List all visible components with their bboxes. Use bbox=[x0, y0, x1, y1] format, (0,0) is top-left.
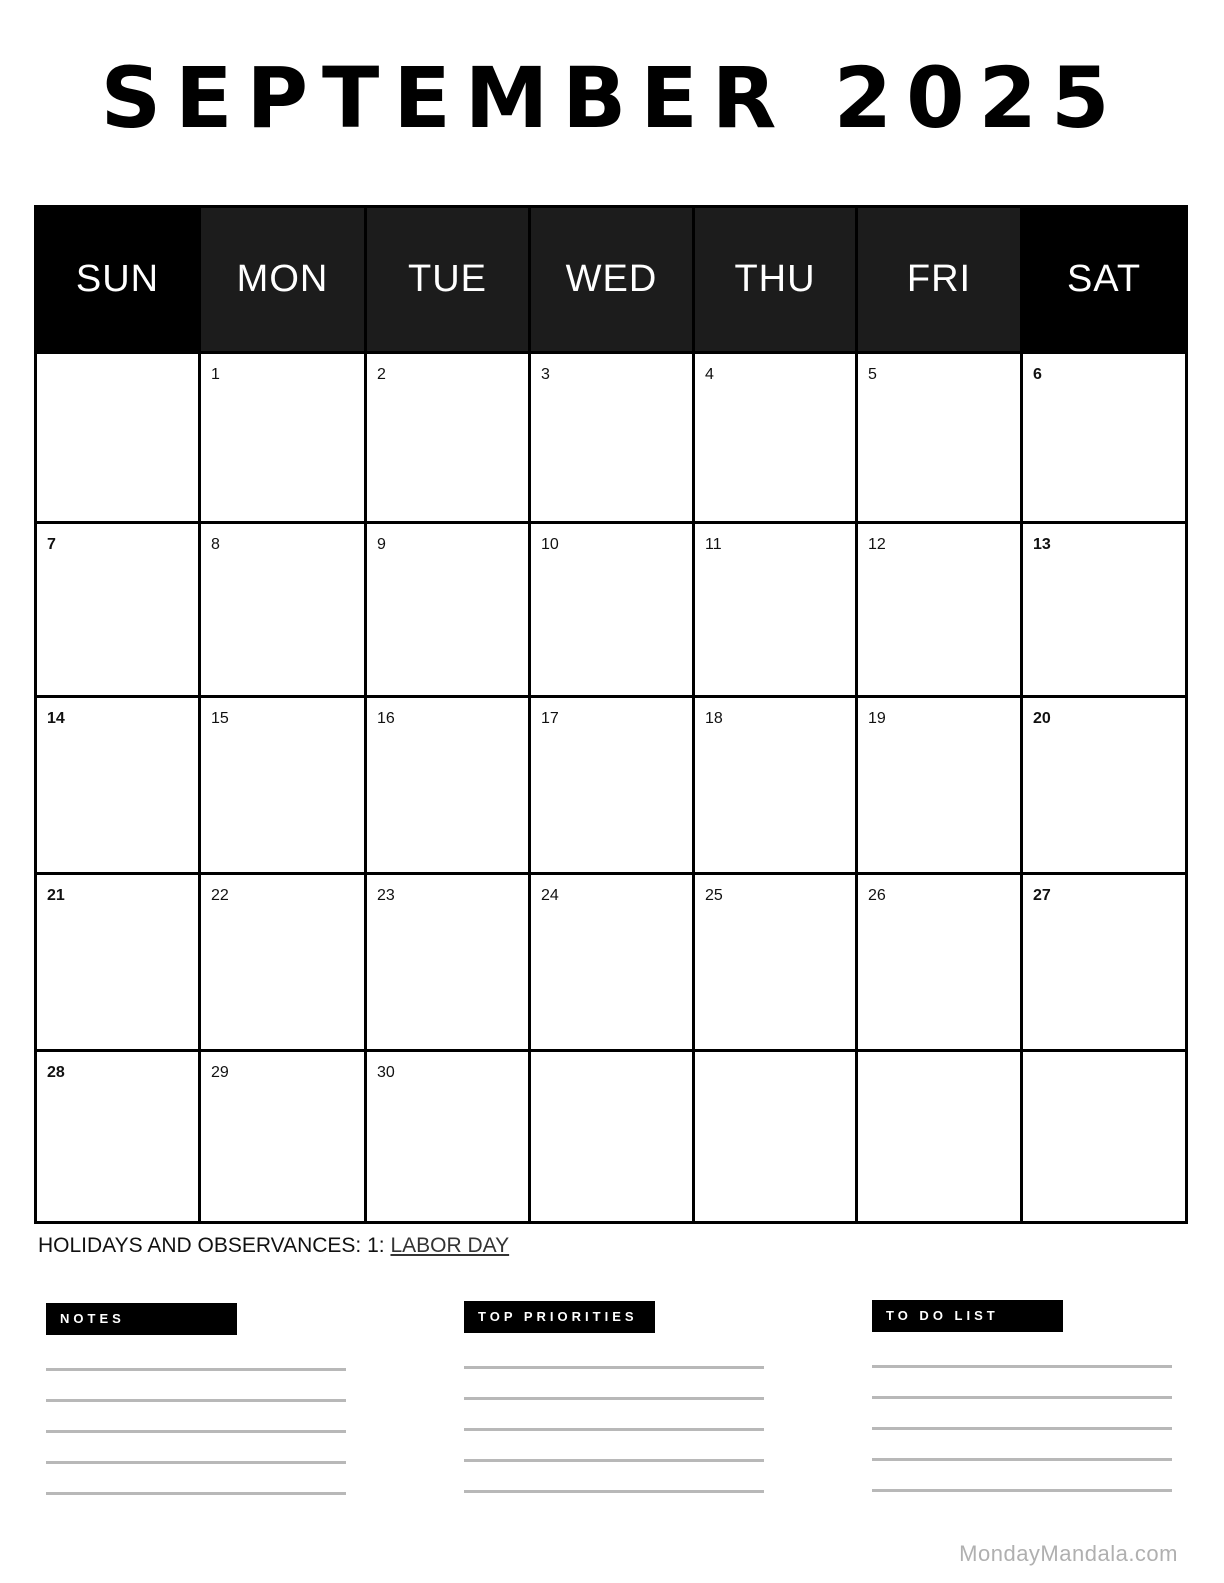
day-cell[interactable] bbox=[528, 521, 692, 695]
day-number: 3 bbox=[541, 366, 550, 383]
day-number: 19 bbox=[868, 710, 886, 727]
day-cell[interactable] bbox=[1020, 695, 1185, 872]
notes-section bbox=[46, 1303, 348, 1335]
weekday-header-tue: TUE bbox=[364, 208, 528, 351]
day-cell[interactable] bbox=[198, 695, 364, 872]
day-cell[interactable] bbox=[198, 521, 364, 695]
notes-line[interactable] bbox=[46, 1492, 346, 1495]
day-number: 17 bbox=[541, 710, 559, 727]
priorities-line[interactable] bbox=[464, 1459, 764, 1462]
priorities-line[interactable] bbox=[464, 1366, 764, 1369]
calendar-title: SEPTEMBER 2025 bbox=[100, 49, 1124, 147]
priorities-section bbox=[464, 1301, 766, 1333]
day-cell[interactable] bbox=[855, 521, 1020, 695]
day-number: 18 bbox=[705, 710, 723, 727]
holidays-label: HOLIDAYS AND OBSERVANCES: bbox=[38, 1234, 362, 1257]
day-cell[interactable] bbox=[855, 1049, 1020, 1221]
day-number: 20 bbox=[1033, 710, 1051, 727]
day-number: 5 bbox=[868, 366, 877, 383]
notes-line[interactable] bbox=[46, 1461, 346, 1464]
weekday-header-thu: THU bbox=[692, 208, 855, 351]
day-number: 29 bbox=[211, 1064, 229, 1081]
day-cell[interactable] bbox=[37, 1049, 198, 1221]
day-cell[interactable] bbox=[364, 872, 528, 1049]
day-number: 10 bbox=[541, 536, 559, 553]
day-cell[interactable] bbox=[692, 695, 855, 872]
day-number: 11 bbox=[705, 536, 722, 553]
day-number: 27 bbox=[1033, 887, 1051, 904]
day-number: 4 bbox=[705, 366, 714, 383]
day-cell[interactable] bbox=[692, 872, 855, 1049]
day-number: 13 bbox=[1033, 536, 1051, 553]
todo-line[interactable] bbox=[872, 1365, 1172, 1368]
todo-line[interactable] bbox=[872, 1458, 1172, 1461]
day-number: 30 bbox=[377, 1064, 395, 1081]
priorities-line[interactable] bbox=[464, 1428, 764, 1431]
day-cell[interactable] bbox=[198, 1049, 364, 1221]
day-cell[interactable] bbox=[528, 1049, 692, 1221]
day-cell[interactable] bbox=[1020, 351, 1185, 521]
day-number: 14 bbox=[47, 710, 65, 727]
todo-line[interactable] bbox=[872, 1427, 1172, 1430]
day-number: 9 bbox=[377, 536, 386, 553]
holiday-day: 1: bbox=[367, 1234, 385, 1257]
weekday-header-sat: SAT bbox=[1020, 208, 1185, 351]
day-number: 12 bbox=[868, 536, 886, 553]
day-cell[interactable] bbox=[528, 351, 692, 521]
notes-heading: NOTES bbox=[46, 1303, 237, 1335]
notes-line[interactable] bbox=[46, 1368, 346, 1371]
day-number: 25 bbox=[705, 887, 723, 904]
day-number: 2 bbox=[377, 366, 386, 383]
day-number: 15 bbox=[211, 710, 229, 727]
notes-line[interactable] bbox=[46, 1399, 346, 1402]
day-cell[interactable] bbox=[692, 351, 855, 521]
priorities-line[interactable] bbox=[464, 1490, 764, 1493]
day-number: 6 bbox=[1033, 366, 1042, 383]
calendar-grid bbox=[34, 205, 1188, 1224]
day-number: 1 bbox=[211, 366, 220, 383]
day-cell[interactable] bbox=[1020, 521, 1185, 695]
todo-line[interactable] bbox=[872, 1489, 1172, 1492]
todo-heading: TO DO LIST bbox=[872, 1300, 1063, 1332]
todo-section bbox=[872, 1300, 1174, 1332]
holiday-link-labor-day[interactable]: LABOR DAY bbox=[390, 1234, 510, 1257]
day-number: 24 bbox=[541, 887, 559, 904]
day-cell[interactable] bbox=[198, 872, 364, 1049]
day-number: 22 bbox=[211, 887, 229, 904]
day-cell[interactable] bbox=[692, 521, 855, 695]
day-cell[interactable] bbox=[364, 1049, 528, 1221]
day-cell[interactable] bbox=[364, 695, 528, 872]
day-number: 21 bbox=[47, 887, 65, 904]
watermark: MondayMandala.com bbox=[959, 1541, 1178, 1566]
day-cell[interactable] bbox=[855, 351, 1020, 521]
day-cell[interactable] bbox=[37, 695, 198, 872]
weekday-header-sun: SUN bbox=[37, 208, 198, 351]
priorities-heading: TOP PRIORITIES bbox=[464, 1301, 655, 1333]
day-cell[interactable] bbox=[364, 351, 528, 521]
weekday-header-mon: MON bbox=[198, 208, 364, 351]
day-cell[interactable] bbox=[37, 521, 198, 695]
priorities-line[interactable] bbox=[464, 1397, 764, 1400]
day-number: 16 bbox=[377, 710, 395, 727]
day-cell[interactable] bbox=[37, 872, 198, 1049]
notes-line[interactable] bbox=[46, 1430, 346, 1433]
day-cell[interactable] bbox=[855, 695, 1020, 872]
day-number: 26 bbox=[868, 887, 886, 904]
holidays-line bbox=[38, 1232, 509, 1260]
day-cell[interactable] bbox=[528, 872, 692, 1049]
day-number: 7 bbox=[47, 536, 56, 553]
day-number: 23 bbox=[377, 887, 395, 904]
day-cell[interactable] bbox=[692, 1049, 855, 1221]
day-number: 28 bbox=[47, 1064, 65, 1081]
weekday-header-wed: WED bbox=[528, 208, 692, 351]
day-cell[interactable] bbox=[364, 521, 528, 695]
day-cell[interactable] bbox=[1020, 872, 1185, 1049]
day-cell[interactable] bbox=[528, 695, 692, 872]
day-cell[interactable] bbox=[198, 351, 364, 521]
day-cell[interactable] bbox=[37, 351, 198, 521]
day-cell[interactable] bbox=[855, 872, 1020, 1049]
todo-line[interactable] bbox=[872, 1396, 1172, 1399]
weekday-header-fri: FRI bbox=[855, 208, 1020, 351]
day-cell[interactable] bbox=[1020, 1049, 1185, 1221]
day-number: 8 bbox=[211, 536, 220, 553]
